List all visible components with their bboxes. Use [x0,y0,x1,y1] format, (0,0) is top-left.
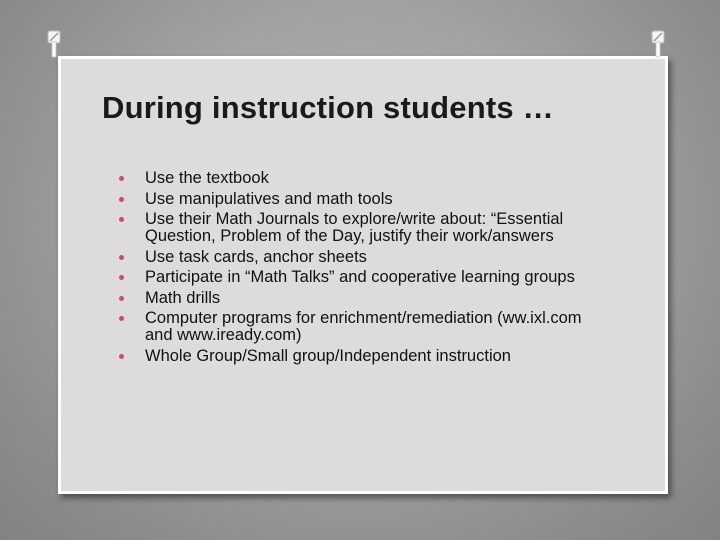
bullet-text: Use their Math Journals to explore/write about: “Essential Question, Problem of the Day, justify their work/answers [145,210,564,245]
bullet-dot-icon [119,275,124,280]
push-pin-icon [46,30,62,60]
bullet-text: Use task cards, anchor sheets [145,247,367,266]
slide-title: During instruction students … [102,90,554,125]
bullet-text: Use the textbook [145,169,269,187]
bullet-dot-icon [119,217,124,222]
bullet-text: Whole Group/Small group/Independent instruction [145,346,511,365]
list-item [114,346,584,365]
list-item [114,288,584,307]
list-item [114,189,584,208]
list-item [114,247,584,266]
bullet-dot-icon [119,197,124,202]
list-item [114,308,584,344]
bullet-dot-icon [119,316,124,321]
bullet-text: Participate in “Math Talks” and cooperative learning groups [145,268,575,286]
push-pin-icon [650,30,666,60]
bullet-dot-icon [119,296,124,301]
list-item [114,168,584,187]
bullet-text: Computer programs for enrichment/remediation (ww.ixl.com and www.iready.com) [145,309,582,344]
list-item [114,209,584,245]
bullet-list [114,168,584,366]
bullet-dot-icon [119,176,124,181]
list-item [114,267,584,286]
bullet-dot-icon [119,354,124,359]
bullet-dot-icon [119,255,124,260]
bullet-text: Use manipulatives and math tools [145,189,393,208]
bullet-text: Math drills [145,288,221,307]
